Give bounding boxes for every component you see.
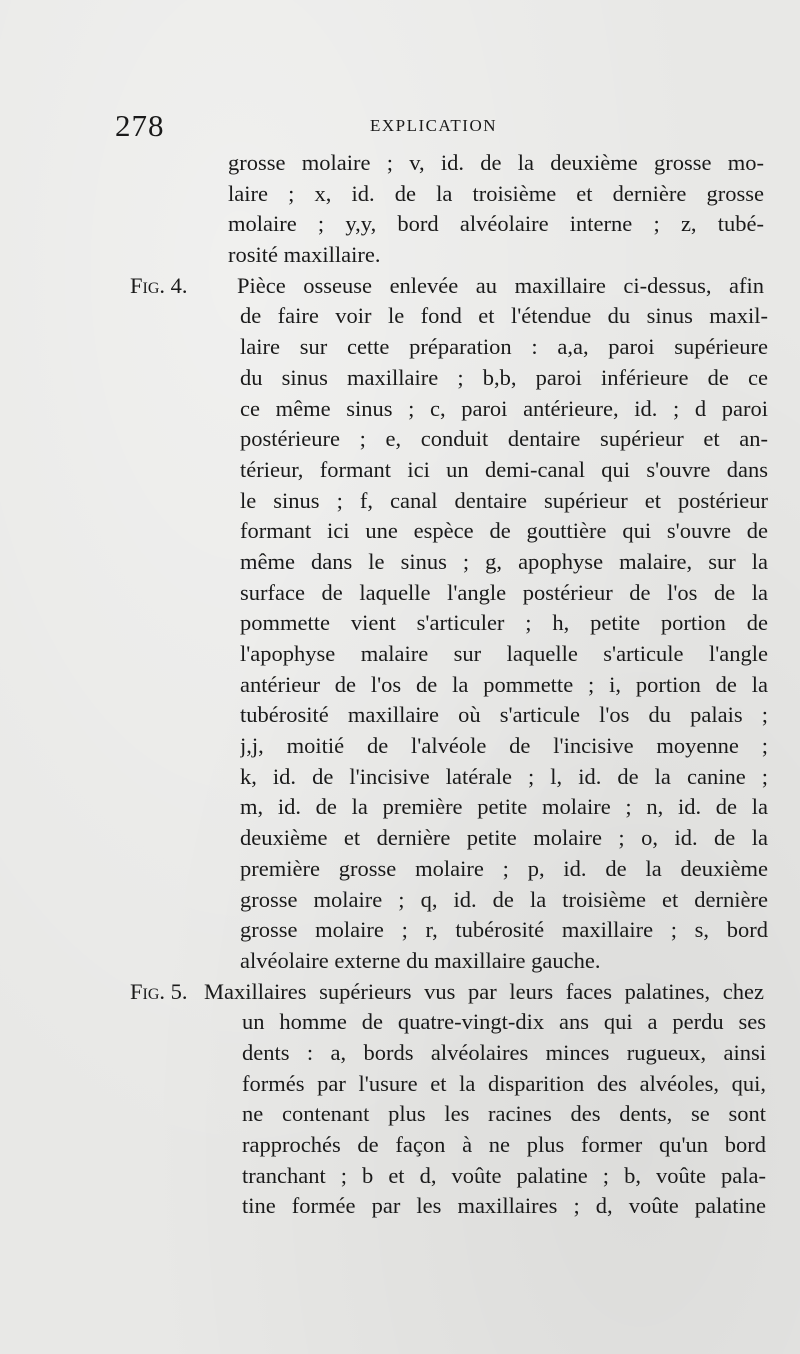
text-line: alvéolaire externe du maxillaire gauche. [240, 947, 601, 973]
text-line: Pièce osseuse enlevée au maxillaire ci-dessus, afin [237, 272, 764, 298]
text-line: postérieure ; e, conduit dentaire supérieur et an- [240, 426, 768, 452]
text-line: l'apophyse malaire sur laquelle s'articule l'angle [240, 641, 768, 666]
text-line: rosité maxillaire. [228, 242, 381, 268]
text-line: térieur, formant ici un demi-canal qui s'ouvre dans [240, 456, 768, 482]
figure-4-label: Fig. 4. [130, 272, 188, 298]
figure-5-entry [130, 977, 770, 1008]
text-line: rapprochés de façon à ne plus former qu'un bord [242, 1132, 766, 1157]
text-line: un homme de quatre-vingt-dix ans qui a perdu ses [242, 1009, 766, 1035]
body-text [130, 148, 770, 1222]
text-line: deuxième et dernière petite molaire ; o, id. de la [240, 825, 768, 851]
text-line: première grosse molaire ; p, id. de la deuxième [240, 855, 768, 881]
text-line: grosse molaire ; q, id. de la troisième et dernière [240, 886, 768, 912]
figure-4-entry [130, 271, 770, 302]
text-line: même dans le sinus ; g, apophyse malaire, sur la [240, 548, 768, 574]
figure-5-label: Fig. 5. [130, 978, 188, 1004]
text-line: ce même sinus ; c, paroi antérieure, id. ; d paroi [240, 395, 768, 421]
text-line: ne contenant plus les racines des dents, se sont [242, 1101, 766, 1127]
text-line: laire ; x, id. de la troisième et dernière grosse [228, 180, 764, 206]
page-number: 278 [115, 108, 165, 143]
text-line: m, id. de la première petite molaire ; n, id. de la [240, 794, 768, 820]
text-line: formés par l'usure et la disparition des alvéoles, qui, [242, 1070, 766, 1096]
text-line: pommette vient s'articuler ; h, petite portion de [240, 610, 768, 636]
text-line: tranchant ; b et d, voûte palatine ; b, voûte pala- [242, 1162, 766, 1188]
text-line: formant ici une espèce de gouttière qui s'ouvre de [240, 518, 768, 544]
text-line: grosse molaire ; r, tubérosité maxillaire ; s, bord [240, 917, 768, 943]
text-line: surface de laquelle l'angle postérieur de l'os de la [240, 579, 768, 605]
text-line: molaire ; y,y, bord alvéolaire interne ; z, tubé- [228, 211, 764, 237]
text-line: k, id. de l'incisive latérale ; l, id. de la canine ; [240, 763, 768, 789]
text-line: tine formée par les maxillaires ; d, voûte palatine [242, 1193, 766, 1219]
text-line: dents : a, bords alvéolaires minces rugueux, ainsi [242, 1039, 766, 1065]
text-line: Maxillaires supérieurs vus par leurs faces palatines, chez [204, 978, 764, 1004]
text-line: laire sur cette préparation : a,a, paroi supérieure [240, 334, 768, 360]
text-line: grosse molaire ; v, id. de la deuxième grosse mo- [228, 150, 764, 175]
running-head-title: EXPLICATION [370, 116, 497, 135]
text-line: de faire voir le fond et l'étendue du sinus maxil- [240, 303, 768, 329]
text-line: du sinus maxillaire ; b,b, paroi inférieure de ce [240, 364, 768, 390]
text-line: antérieur de l'os de la pommette ; i, portion de la [240, 671, 768, 697]
running-head [115, 108, 775, 144]
text-line: le sinus ; f, canal dentaire supérieur et postérieur [240, 487, 768, 513]
text-line: tubérosité maxillaire où s'articule l'os du palais ; [240, 702, 768, 728]
text-line: j,j, moitié de l'alvéole de l'incisive moyenne ; [240, 733, 768, 759]
